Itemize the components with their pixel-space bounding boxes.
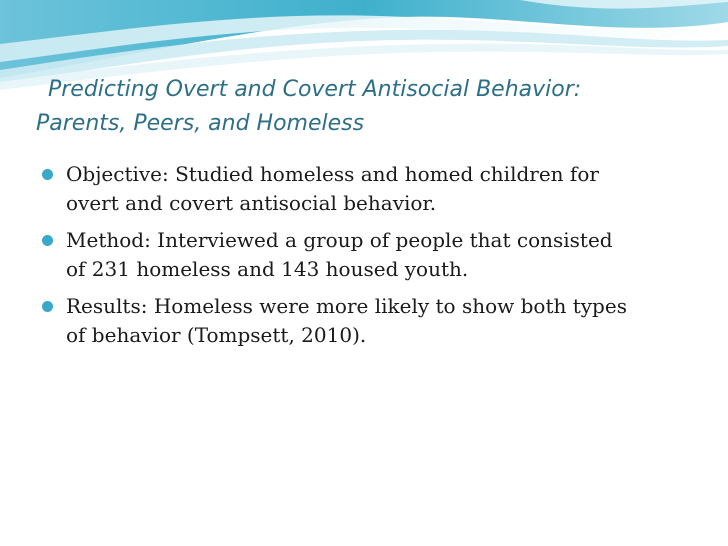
bullet-item-method xyxy=(40,226,700,284)
bullet-dot-icon xyxy=(42,235,53,246)
bullet-text-line-2: overt and covert antisocial behavior. xyxy=(66,191,437,215)
bullet-text-line-1: Method: Interviewed a group of people that consisted xyxy=(66,228,613,252)
bullet-dot-icon xyxy=(42,301,53,312)
bullet-item-objective xyxy=(40,160,700,218)
bullet-text-line-1: Results: Homeless were more likely to show both types xyxy=(66,294,627,318)
bullet-text-line-2: of 231 homeless and 143 housed youth. xyxy=(66,257,469,281)
slide-title-line-2: Parents, Peers, and Homeless xyxy=(36,111,365,136)
bullet-list xyxy=(40,160,700,358)
slide-title xyxy=(36,73,696,141)
slide-title-line-1: Predicting Overt and Covert Antisocial Behavior: xyxy=(48,77,582,102)
bullet-dot-icon xyxy=(42,169,53,180)
bullet-item-results xyxy=(40,292,700,350)
bullet-text-line-1: Objective: Studied homeless and homed children for xyxy=(66,162,599,186)
bullet-text-line-2: of behavior (Tompsett, 2010). xyxy=(66,323,367,347)
